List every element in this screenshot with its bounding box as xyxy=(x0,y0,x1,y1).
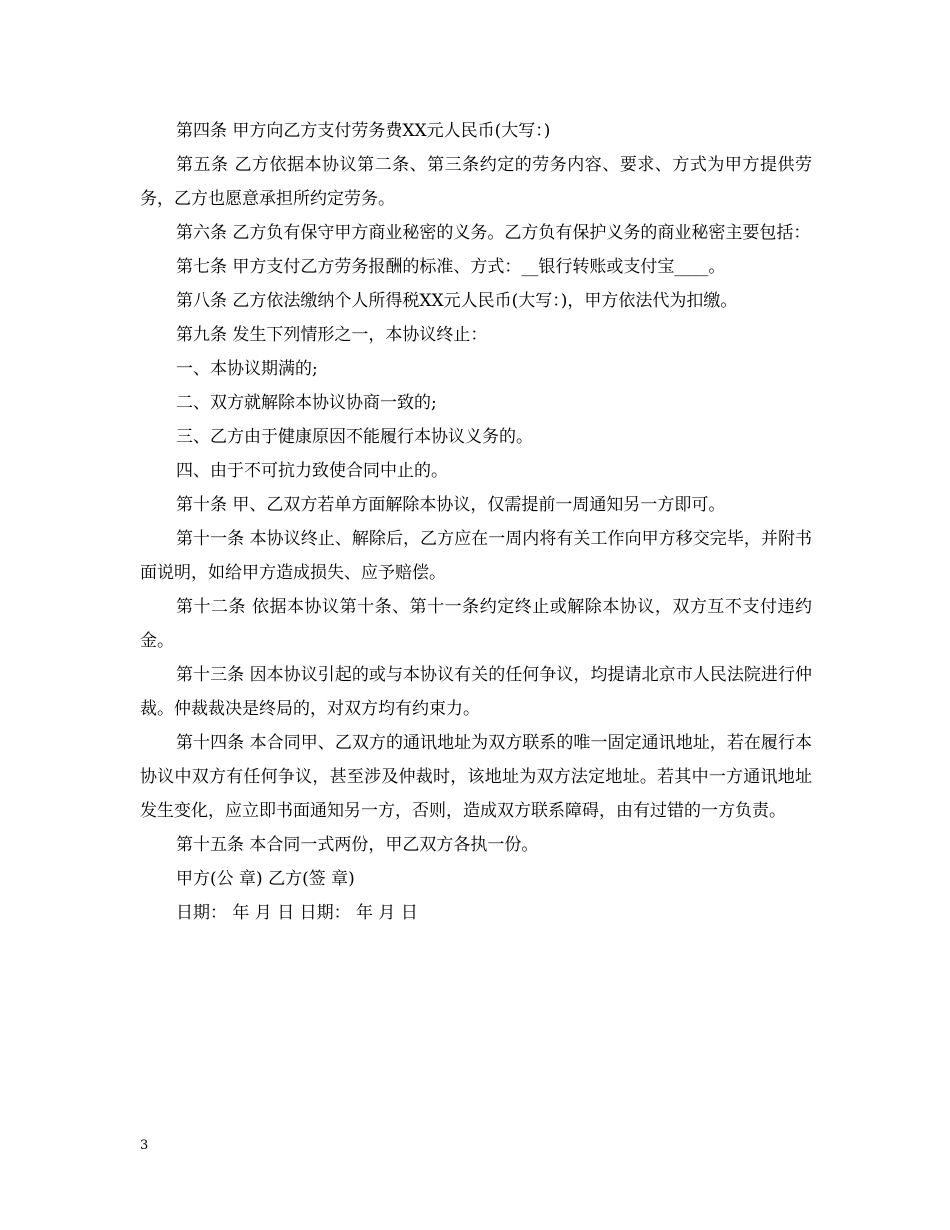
article-9: 第九条 发生下列情形之一，本协议终止： xyxy=(176,325,488,345)
article-9-item-1: 一、本协议期满的; xyxy=(176,359,318,379)
article-8: 第八条 乙方依法缴纳个人所得税XX元人民币(大写：)，甲方依法代为扣缴。 xyxy=(176,291,738,311)
article-12: 第十二条 依据本协议第十条、第十一条约定终止或解除本协议，双方互不支付违约金。 xyxy=(140,597,812,651)
article-4: 第四条 甲方向乙方支付劳务费XX元人民币(大写：) xyxy=(176,121,551,141)
document-body xyxy=(140,114,812,930)
article-9-item-3: 三、乙方由于健康原因不能履行本协议义务的。 xyxy=(176,427,533,447)
article-6: 第六条 乙方负有保守甲方商业秘密的义务。乙方负有保护义务的商业秘密主要包括： xyxy=(176,223,811,243)
article-14: 第十四条 本合同甲、乙双方的通讯地址为双方联系的唯一固定通讯地址，若在履行本协议中双方有任何争议，甚至涉及仲裁时，该地址为双方法定地址。若其中一方通讯地址发生变化，应立即书面通知另一方，否则，造成双方联系障碍，由有过错的一方负责。 xyxy=(140,733,812,821)
article-7: 第七条 甲方支付乙方劳务报酬的标准、方式：__银行转账或支付宝____。 xyxy=(176,257,726,277)
article-9-item-4: 四、由于不可抗力致使合同中止的。 xyxy=(176,461,448,481)
article-5: 第五条 乙方依据本协议第二条、第三条约定的劳务内容、要求、方式为甲方提供劳务，乙方也愿意承担所约定劳务。 xyxy=(140,155,812,209)
article-15: 第十五条 本合同一式两份，甲乙双方各执一份。 xyxy=(176,835,539,855)
page-number: 3 xyxy=(140,1138,149,1153)
signature-line: 甲方(公 章) 乙方(签 章) xyxy=(176,869,355,889)
article-13: 第十三条 因本协议引起的或与本协议有关的任何争议，均提请北京市人民法院进行仲裁。仲裁裁决是终局的，对双方均有约束力。 xyxy=(140,665,812,719)
article-10: 第十条 甲、乙双方若单方面解除本协议，仅需提前一周通知另一方即可。 xyxy=(176,495,726,515)
date-line: 日期： 年 月 日 日期： 年 月 日 xyxy=(176,903,418,923)
article-9-item-2: 二、双方就解除本协议协商一致的; xyxy=(176,393,437,413)
article-11: 第十一条 本协议终止、解除后，乙方应在一周内将有关工作向甲方移交完毕，并附书面说明，如给甲方造成损失、应予赔偿。 xyxy=(140,529,812,583)
